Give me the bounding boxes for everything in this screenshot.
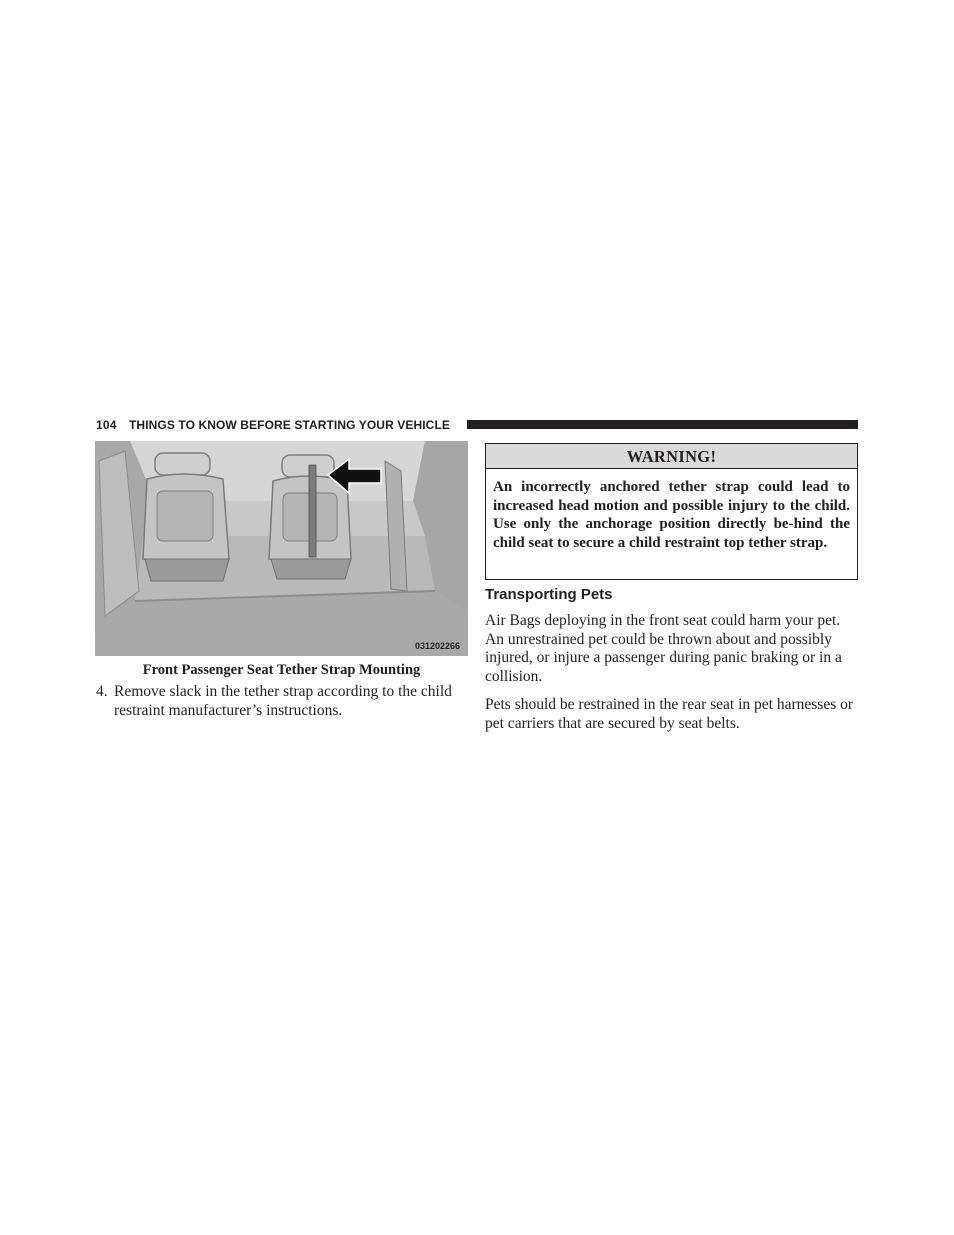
header-rule (467, 420, 858, 429)
figure-code: 031202266 (415, 641, 461, 651)
page-number: 104 (96, 418, 117, 432)
warning-title: WARNING! (486, 444, 857, 469)
step-text: Remove slack in the tether strap according to the child restraint manufacturer’s instructions. (114, 683, 452, 719)
page-header (96, 417, 858, 433)
section-title: THINGS TO KNOW BEFORE STARTING YOUR VEHICLE (129, 418, 450, 432)
paragraph: Air Bags deploying in the front seat could harm your pet. An unrestrained pet could be thrown about and possibly injured, or injure a passenger during panic braking or in a collision. (485, 612, 842, 686)
warning-box (485, 443, 858, 580)
figure-caption: Front Passenger Seat Tether Strap Mounting (142, 662, 421, 678)
step-number: 4. (96, 683, 108, 700)
warning-text: An incorrectly anchored tether strap could lead to increased head motion and possible injury to the child. Use only the anchorage position directly be-hind the child seat to secure a child restraint top tether strap. (493, 479, 850, 551)
seat-tether-illustration (95, 441, 468, 656)
section-heading: Transporting Pets (485, 586, 613, 603)
paragraph: Pets should be restrained in the rear seat in pet harnesses or pet carriers that are secured by seat belts. (485, 696, 854, 732)
